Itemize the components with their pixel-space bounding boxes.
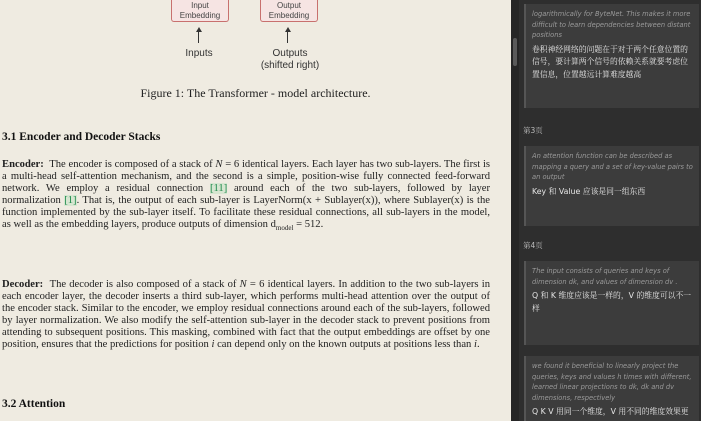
note-card[interactable] [524,356,699,421]
page-label: 第3页 [523,126,543,135]
citation-link[interactable]: [11] [209,182,228,194]
scroll-thumb[interactable] [513,38,517,66]
note-comment: 卷积神经网络的问题在于对于两个任意位置的信号，要计算两个信号的依赖关系就要考虑位置信息，位置越远计算难度越高 [532,44,688,79]
encoder-paragraph: Encoder: The encoder is composed of a stack of N = 6 identical layers. Each layer has two sub-layers. The first is a multi-head self-attention mechanism, and the second is a simple, position-wise fully connected feed-forward network. We employ a residual connection [11] around each of the two sub-layers, followed by layer normalization [1]. That is, the output of each sub-layer is LayerNorm(x + Sublayer(x)), where Sublayer(x) is the function implemented by the sub-layer itself. To facilitate these residual connections, all sub-layers in the model, as well as the embedding layers, produce outputs of dimension $d_{model} = 512$. [2,159,491,232]
note-card[interactable] [524,4,699,108]
notes-sidebar[interactable] [519,0,701,421]
arrow-line [287,31,288,43]
note-comment: Q K V 用同一个维度，V 用不同的维度效果更 [532,407,689,416]
note-card[interactable] [524,146,699,226]
note-card[interactable] [524,261,699,345]
note-quote: we found it beneficial to linearly project the queries, keys and values h times with different, learned linear projections to dk, dk and dv dimensions, respectively [532,362,692,402]
inputs-label: Inputs [185,48,213,59]
note-comment: Q 和 K 维度应该是一样的，V 的维度可以不一样 [532,291,692,313]
note-quote: logarithmically for ByteNet. This makes it more difficult to learn dependencies between distant positions [532,10,691,39]
page-label: 第4页 [523,241,543,250]
arrow-up-icon [285,27,291,32]
output-embedding-box: Output Embedding [260,0,318,22]
citation-link[interactable]: [1] [64,194,77,206]
section-heading-3-2: 3.2 Attention [2,398,66,410]
section-heading-3-1: 3.1 Encoder and Decoder Stacks [2,131,161,143]
input-embedding-box: Input Embedding [171,0,229,22]
arrow-up-icon [196,27,202,32]
decoder-lead: Decoder: [2,279,44,290]
note-quote: An attention function can be described as mapping a query and a set of key-value pairs to an output [532,152,693,181]
note-quote: The input consists of queries and keys of dimension dk, and values of dimension dv . [532,267,678,286]
figure-caption: Figure 1: The Transformer - model architecture. [140,86,371,100]
note-comment: Key 和 Value 应该是同一组东西 [532,186,646,196]
pdf-scrollbar[interactable] [511,0,519,421]
arrow-line [198,31,199,43]
outputs-label: Outputs (shifted right) [260,48,320,71]
encoder-lead: Encoder: [2,159,44,170]
decoder-paragraph: Decoder: The decoder is also composed of a stack of N = 6 identical layers. In addition to the two sub-layers in each encoder layer, the decoder inserts a third sub-layer, which performs multi-head attention over the output of the encoder stack. Similar to the encoder, we employ residual connections around each of the sub-layers, followed by layer normalization. We also modify the self-attention sub-layer in the decoder stack to prevent positions from attending to subsequent positions. This masking, combined with fact that the output embeddings are offset by one position, ensures that the predictions for position i can depend only on the known outputs at positions less than i. [2,279,490,350]
